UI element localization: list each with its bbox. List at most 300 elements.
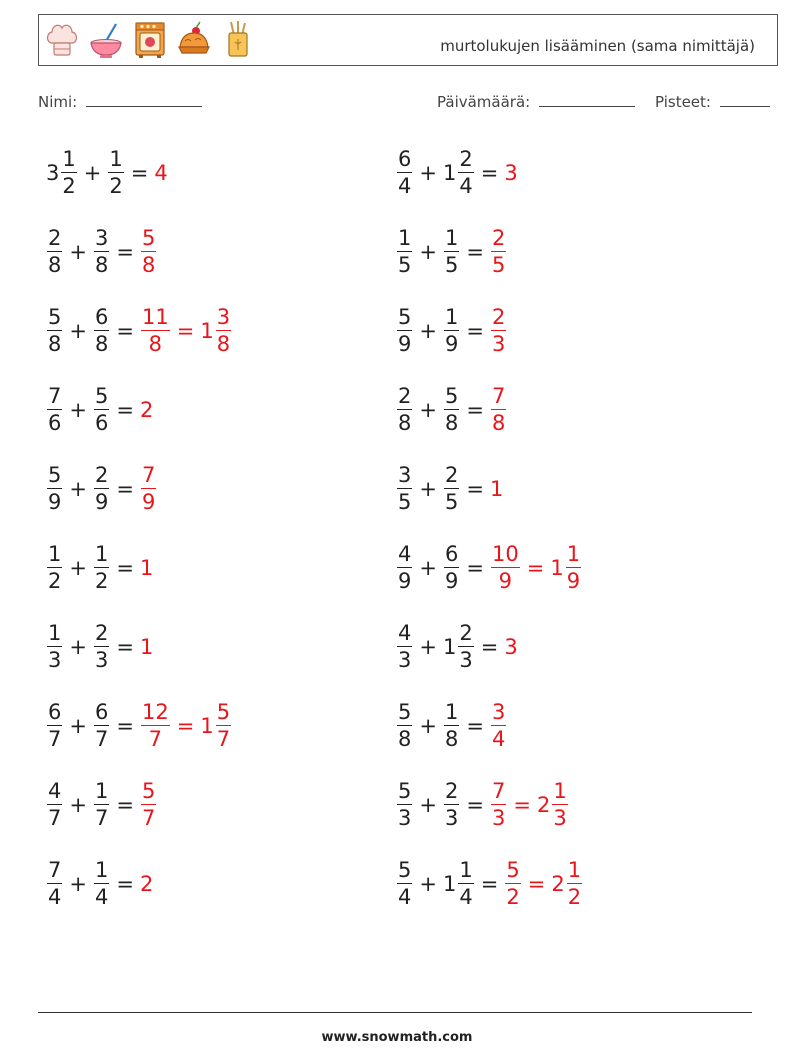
equals-sign: = — [116, 319, 134, 343]
answer-term — [140, 398, 154, 422]
whole-number: 1 — [442, 635, 457, 659]
operand — [396, 702, 413, 750]
denominator: 5 — [444, 253, 459, 277]
denominator: 5 — [491, 253, 506, 277]
problem-14 — [396, 617, 519, 677]
operand — [443, 623, 475, 671]
numerator: 3 — [491, 700, 506, 724]
numerator: 10 — [491, 542, 519, 566]
numerator: 1 — [553, 779, 567, 803]
operand — [93, 781, 110, 829]
answer-term — [140, 465, 157, 513]
date-label: Päivämäärä: — [437, 93, 531, 111]
numerator: 7 — [491, 779, 506, 803]
numerator: 1 — [398, 226, 412, 250]
denominator: 8 — [48, 253, 62, 277]
denominator: 7 — [48, 806, 62, 830]
fraction — [444, 386, 459, 434]
answer-term — [490, 781, 507, 829]
denominator: 4 — [398, 885, 412, 909]
plus-sign: + — [419, 635, 437, 659]
denominator: 9 — [141, 490, 156, 514]
fraction — [444, 228, 459, 276]
numerator: 4 — [48, 779, 62, 803]
numerator: 1 — [444, 305, 459, 329]
plus-sign: + — [69, 477, 87, 501]
answer-term — [140, 228, 157, 276]
operand — [93, 544, 110, 592]
equals-sign: = — [116, 240, 134, 264]
denominator: 9 — [94, 490, 109, 514]
equals-sign: = — [466, 714, 484, 738]
fraction — [491, 386, 506, 434]
fraction — [94, 544, 109, 592]
whole-number: 1 — [442, 161, 457, 185]
numerator: 1 — [94, 858, 109, 882]
problem-13 — [46, 617, 154, 677]
fraction — [141, 228, 156, 276]
operand — [443, 149, 475, 197]
fraction — [47, 702, 62, 750]
fraction — [47, 623, 62, 671]
problem-8 — [396, 380, 507, 440]
numerator: 5 — [506, 858, 520, 882]
denominator: 8 — [216, 332, 231, 356]
whole-number: 1 — [550, 556, 564, 580]
denominator: 3 — [553, 806, 567, 830]
answer-term — [140, 307, 171, 355]
denominator: 3 — [398, 806, 412, 830]
numerator: 5 — [398, 858, 412, 882]
whole-number: 2 — [139, 872, 154, 896]
denominator: 4 — [459, 174, 473, 198]
numerator: 7 — [48, 384, 62, 408]
numerator: 1 — [94, 542, 109, 566]
denominator: 8 — [491, 411, 506, 435]
equals-sign: = — [116, 714, 134, 738]
problem-3 — [46, 222, 157, 282]
problem-6 — [396, 301, 507, 361]
denominator: 3 — [444, 806, 459, 830]
plus-sign: + — [83, 161, 102, 185]
numerator: 6 — [398, 147, 412, 171]
denominator: 3 — [459, 648, 473, 672]
operand — [396, 149, 413, 197]
operand — [93, 386, 110, 434]
operand — [396, 307, 413, 355]
problem-10 — [396, 459, 504, 519]
denominator: 2 — [506, 885, 520, 909]
denominator: 8 — [398, 411, 412, 435]
denominator: 3 — [94, 648, 109, 672]
operand — [93, 228, 110, 276]
fraction — [397, 781, 412, 829]
equals-sign: = — [466, 556, 484, 580]
fraction — [458, 623, 473, 671]
fraction — [567, 860, 582, 908]
fraction — [61, 149, 76, 197]
operand — [46, 465, 63, 513]
problem-4 — [396, 222, 507, 282]
answer-term — [537, 781, 569, 829]
numerator: 5 — [398, 305, 412, 329]
operand — [396, 544, 413, 592]
whole-number: 2 — [139, 398, 154, 422]
footer-url: www.snowmath.com — [321, 1030, 473, 1045]
plus-sign: + — [419, 319, 437, 343]
equals-sign: = — [130, 161, 149, 185]
plus-sign: + — [419, 240, 437, 264]
denominator: 2 — [109, 174, 123, 198]
equals-sign: = — [466, 398, 484, 422]
numerator: 1 — [94, 779, 109, 803]
name-label: Nimi: — [38, 93, 78, 111]
fraction — [397, 623, 412, 671]
denominator: 8 — [141, 330, 170, 355]
numerator: 1 — [109, 147, 123, 171]
answer-term — [490, 702, 507, 750]
plus-sign: + — [69, 240, 87, 264]
equals-sign: = — [466, 793, 484, 817]
numerator: 2 — [459, 147, 473, 171]
denominator: 4 — [491, 727, 506, 751]
plus-sign: + — [419, 161, 437, 185]
answer-term — [550, 544, 582, 592]
worksheet-title: murtolukujen lisääminen (sama nimittäjä) — [440, 37, 755, 55]
problem-2 — [396, 143, 519, 203]
operand — [396, 228, 413, 276]
denominator: 2 — [94, 569, 109, 593]
numerator: 1 — [62, 147, 76, 171]
plus-sign: + — [419, 398, 437, 422]
plus-sign: + — [69, 872, 87, 896]
denominator: 4 — [48, 885, 62, 909]
denominator: 9 — [566, 569, 581, 593]
denominator: 9 — [48, 490, 62, 514]
answer-term — [551, 860, 583, 908]
denominator: 8 — [94, 253, 109, 277]
problem-1 — [46, 143, 169, 203]
denominator: 8 — [94, 332, 109, 356]
whole-number: 2 — [536, 793, 551, 817]
operand — [443, 781, 460, 829]
problem-20 — [396, 854, 583, 914]
problem-9 — [46, 459, 157, 519]
numerator: 1 — [444, 700, 459, 724]
numerator: 3 — [94, 226, 109, 250]
operand — [443, 465, 460, 513]
equals-sign: = — [116, 872, 134, 896]
plus-sign: + — [419, 793, 437, 817]
equals-sign: = — [116, 477, 134, 501]
equals-sign: = — [466, 240, 484, 264]
fraction — [505, 860, 520, 908]
fraction — [47, 860, 62, 908]
numerator: 7 — [491, 384, 506, 408]
operand — [46, 860, 63, 908]
operand — [396, 860, 413, 908]
denominator: 7 — [94, 727, 109, 751]
numerator: 6 — [94, 700, 109, 724]
operand — [46, 149, 78, 197]
operand — [46, 228, 63, 276]
numerator: 5 — [141, 226, 156, 250]
score-label: Pisteet: — [655, 93, 711, 111]
fraction — [47, 228, 62, 276]
denominator: 5 — [398, 490, 412, 514]
fraction — [94, 228, 109, 276]
numerator: 2 — [444, 463, 459, 487]
numerator: 12 — [141, 700, 169, 724]
problem-12 — [396, 538, 582, 598]
fraction — [141, 307, 170, 355]
fraction — [491, 544, 520, 592]
denominator: 8 — [398, 727, 412, 751]
fraction — [397, 465, 412, 513]
operand — [396, 386, 413, 434]
numerator: 4 — [398, 542, 412, 566]
equals-sign: = — [513, 793, 531, 817]
operand — [443, 702, 460, 750]
fraction — [47, 386, 62, 434]
operand — [93, 465, 110, 513]
denominator: 7 — [141, 806, 156, 830]
fraction — [47, 544, 62, 592]
denominator: 9 — [444, 569, 459, 593]
fraction — [141, 702, 170, 750]
operand — [396, 623, 413, 671]
fraction — [458, 860, 473, 908]
plus-sign: + — [69, 556, 87, 580]
answer-term — [140, 556, 154, 580]
fraction — [444, 544, 459, 592]
fraction — [397, 386, 412, 434]
numerator: 1 — [48, 542, 62, 566]
whole-number: 1 — [442, 872, 457, 896]
answer-term — [490, 477, 504, 501]
numerator: 3 — [216, 305, 231, 329]
denominator: 8 — [48, 332, 62, 356]
fraction — [397, 149, 412, 197]
equals-sign: = — [527, 872, 546, 896]
fraction — [94, 623, 109, 671]
equals-sign: = — [116, 793, 134, 817]
numerator: 5 — [48, 463, 62, 487]
operand — [46, 781, 63, 829]
answer-term — [490, 544, 521, 592]
fraction — [444, 781, 459, 829]
denominator: 5 — [398, 253, 412, 277]
whole-number: 4 — [154, 161, 168, 185]
numerator: 3 — [398, 463, 412, 487]
denominator: 2 — [62, 174, 76, 198]
denominator: 9 — [444, 332, 459, 356]
denominator: 4 — [459, 885, 473, 909]
operand — [443, 307, 460, 355]
equals-sign: = — [480, 161, 499, 185]
denominator: 3 — [491, 332, 506, 356]
answer-term — [154, 161, 168, 185]
plus-sign: + — [69, 635, 87, 659]
numerator: 6 — [94, 305, 109, 329]
operand — [443, 860, 475, 908]
denominator: 5 — [444, 490, 459, 514]
plus-sign: + — [69, 319, 87, 343]
numerator: 1 — [567, 858, 582, 882]
operand — [443, 228, 460, 276]
plus-sign: + — [69, 398, 87, 422]
whole-number: 3 — [504, 635, 518, 659]
denominator: 7 — [94, 806, 109, 830]
answer-term — [504, 635, 518, 659]
fraction — [397, 307, 412, 355]
fraction — [491, 228, 506, 276]
whole-number: 3 — [504, 161, 518, 185]
operand — [93, 623, 110, 671]
fraction — [141, 465, 156, 513]
fraction — [216, 307, 231, 355]
fraction — [491, 702, 506, 750]
denominator: 9 — [398, 569, 412, 593]
fraction — [458, 149, 473, 197]
denominator: 3 — [398, 648, 412, 672]
problem-18 — [396, 775, 569, 835]
problem-16 — [396, 696, 507, 756]
denominator: 6 — [48, 411, 62, 435]
fraction — [491, 781, 506, 829]
numerator: 1 — [444, 226, 459, 250]
footer-divider — [38, 1012, 752, 1013]
denominator: 2 — [567, 885, 582, 909]
fraction — [94, 307, 109, 355]
problem-17 — [46, 775, 157, 835]
fraction — [444, 307, 459, 355]
answer-term — [140, 872, 154, 896]
equals-sign: = — [176, 714, 195, 738]
numerator: 6 — [48, 700, 62, 724]
answer-term — [504, 161, 518, 185]
fraction — [94, 465, 109, 513]
numerator: 5 — [398, 779, 412, 803]
fraction — [141, 781, 156, 829]
numerator: 2 — [94, 621, 109, 645]
problem-11 — [46, 538, 154, 598]
operand — [443, 386, 460, 434]
denominator: 3 — [48, 648, 62, 672]
whole-number: 1 — [200, 319, 214, 343]
numerator: 5 — [94, 384, 109, 408]
operand — [93, 860, 110, 908]
denominator: 4 — [398, 174, 412, 198]
operand — [46, 702, 63, 750]
denominator: 3 — [491, 806, 506, 830]
fraction — [444, 702, 459, 750]
answer-term — [490, 228, 507, 276]
answer-term — [504, 860, 521, 908]
equals-sign: = — [466, 319, 484, 343]
numerator: 2 — [459, 621, 473, 645]
equals-sign: = — [116, 398, 134, 422]
answer-term — [140, 702, 171, 750]
plus-sign: + — [419, 872, 437, 896]
fraction — [397, 228, 412, 276]
denominator: 7 — [216, 727, 231, 751]
numerator: 2 — [444, 779, 459, 803]
numerator: 2 — [48, 226, 62, 250]
equals-sign: = — [116, 635, 134, 659]
fraction — [566, 544, 581, 592]
whole-number: 1 — [139, 556, 154, 580]
fraction — [108, 149, 123, 197]
operand — [46, 623, 63, 671]
plus-sign: + — [69, 793, 87, 817]
numerator: 2 — [94, 463, 109, 487]
numerator: 11 — [141, 305, 169, 329]
whole-number: 3 — [46, 161, 60, 185]
fraction — [94, 386, 109, 434]
plus-sign: + — [419, 556, 437, 580]
denominator: 8 — [444, 411, 459, 435]
numerator: 1 — [48, 621, 62, 645]
whole-number: 1 — [200, 714, 214, 738]
answer-term — [140, 635, 154, 659]
fraction — [47, 307, 62, 355]
numerator: 5 — [48, 305, 62, 329]
denominator: 9 — [491, 567, 520, 592]
equals-sign: = — [480, 872, 499, 896]
denominator: 4 — [94, 885, 109, 909]
fraction — [444, 465, 459, 513]
numerator: 2 — [398, 384, 412, 408]
numerator: 1 — [459, 858, 473, 882]
fraction — [216, 702, 231, 750]
problem-19 — [46, 854, 154, 914]
answer-term — [140, 781, 157, 829]
answer-term — [490, 307, 507, 355]
operand — [46, 386, 63, 434]
equals-sign: = — [116, 556, 134, 580]
numerator: 5 — [444, 384, 459, 408]
operand — [107, 149, 124, 197]
operand — [93, 307, 110, 355]
fraction — [94, 781, 109, 829]
equals-sign: = — [526, 556, 545, 580]
denominator: 8 — [444, 727, 459, 751]
plus-sign: + — [69, 714, 87, 738]
fraction — [491, 307, 506, 355]
denominator: 7 — [141, 725, 170, 750]
plus-sign: + — [419, 714, 437, 738]
problem-15 — [46, 696, 232, 756]
fraction — [47, 465, 62, 513]
operand — [46, 544, 63, 592]
answer-term — [200, 307, 232, 355]
answer-term — [490, 386, 507, 434]
numerator: 7 — [141, 463, 156, 487]
fraction — [397, 860, 412, 908]
plus-sign: + — [419, 477, 437, 501]
numerator: 6 — [444, 542, 459, 566]
whole-number: 2 — [551, 872, 565, 896]
operand — [93, 702, 110, 750]
numerator: 7 — [48, 858, 62, 882]
denominator: 9 — [398, 332, 412, 356]
operand — [396, 465, 413, 513]
fraction — [397, 702, 412, 750]
denominator: 6 — [94, 411, 109, 435]
numerator: 4 — [398, 621, 412, 645]
numerator: 5 — [216, 700, 231, 724]
